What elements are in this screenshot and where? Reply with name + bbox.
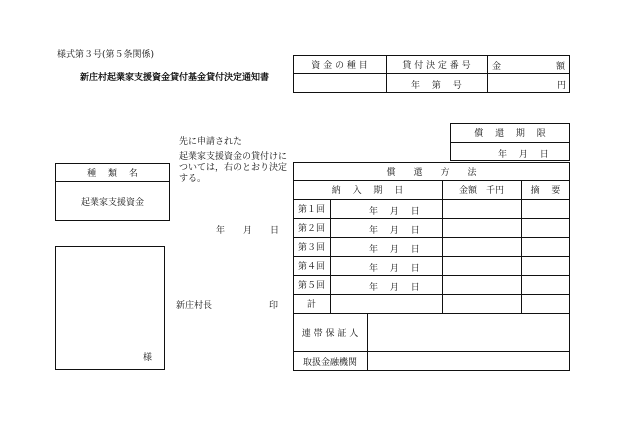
notice-message [179, 137, 287, 185]
installment-label: 第４回 [297, 262, 325, 272]
seal-mark: 印 [269, 301, 279, 311]
installment-date: 年 月 日 [369, 207, 420, 217]
type-name-value: 起業家支援資金 [80, 197, 144, 208]
decision-number-header: 貸 付 決 定 番 号 [402, 60, 471, 71]
form-number: 様式第３号(第５条関係) [57, 50, 155, 60]
installment-date: 年 月 日 [369, 245, 420, 255]
amount-header-unit: 額 [556, 62, 566, 72]
installment-label: 第５回 [297, 281, 325, 291]
amount-unit: 円 [557, 81, 567, 91]
addressee-suffix: 様 [143, 353, 153, 363]
installment-date: 年 月 日 [369, 264, 420, 274]
installment-date: 年 月 日 [369, 283, 420, 293]
amount-header: 金額 千円 [458, 186, 504, 196]
type-name-header: 種 類 名 [87, 168, 138, 179]
fund-type-header: 資 金 の 種 目 [311, 60, 368, 71]
amount-header: 金 [492, 62, 502, 72]
message-line: ついては，右のとおり決定 [179, 163, 288, 173]
remarks-header: 摘 要 [530, 186, 561, 196]
payment-date-header: 納 入 期 日 [331, 186, 404, 196]
message-line: 先に申請された [179, 137, 243, 147]
installment-label: 第２回 [297, 224, 325, 234]
mayor-name: 新庄村長 [176, 301, 213, 311]
repayment-deadline-date: 年 月 日 [498, 150, 549, 160]
repayment-method-title: 償 還 方 法 [386, 167, 477, 178]
message-line: する。 [179, 174, 207, 184]
installment-label: 第１回 [297, 205, 325, 215]
installment-label: 第３回 [297, 243, 325, 253]
repayment-deadline-label: 償 還 期 限 [474, 129, 546, 139]
institution-label: 取扱金融機関 [302, 357, 357, 368]
guarantor-label: 連 帯 保 証 人 [301, 328, 359, 339]
installment-date: 年 月 日 [369, 226, 420, 236]
total-label: 計 [306, 300, 316, 310]
notice-date: 年 月 日 [216, 226, 280, 236]
form-title: 新庄村起業家支援資金貸付基金貸付決定通知書 [80, 73, 270, 83]
fund-type-value [293, 73, 386, 93]
decision-number-value: 年 第 号 [411, 81, 462, 91]
message-line: 起業家支援資金の貸付けに [179, 152, 288, 162]
